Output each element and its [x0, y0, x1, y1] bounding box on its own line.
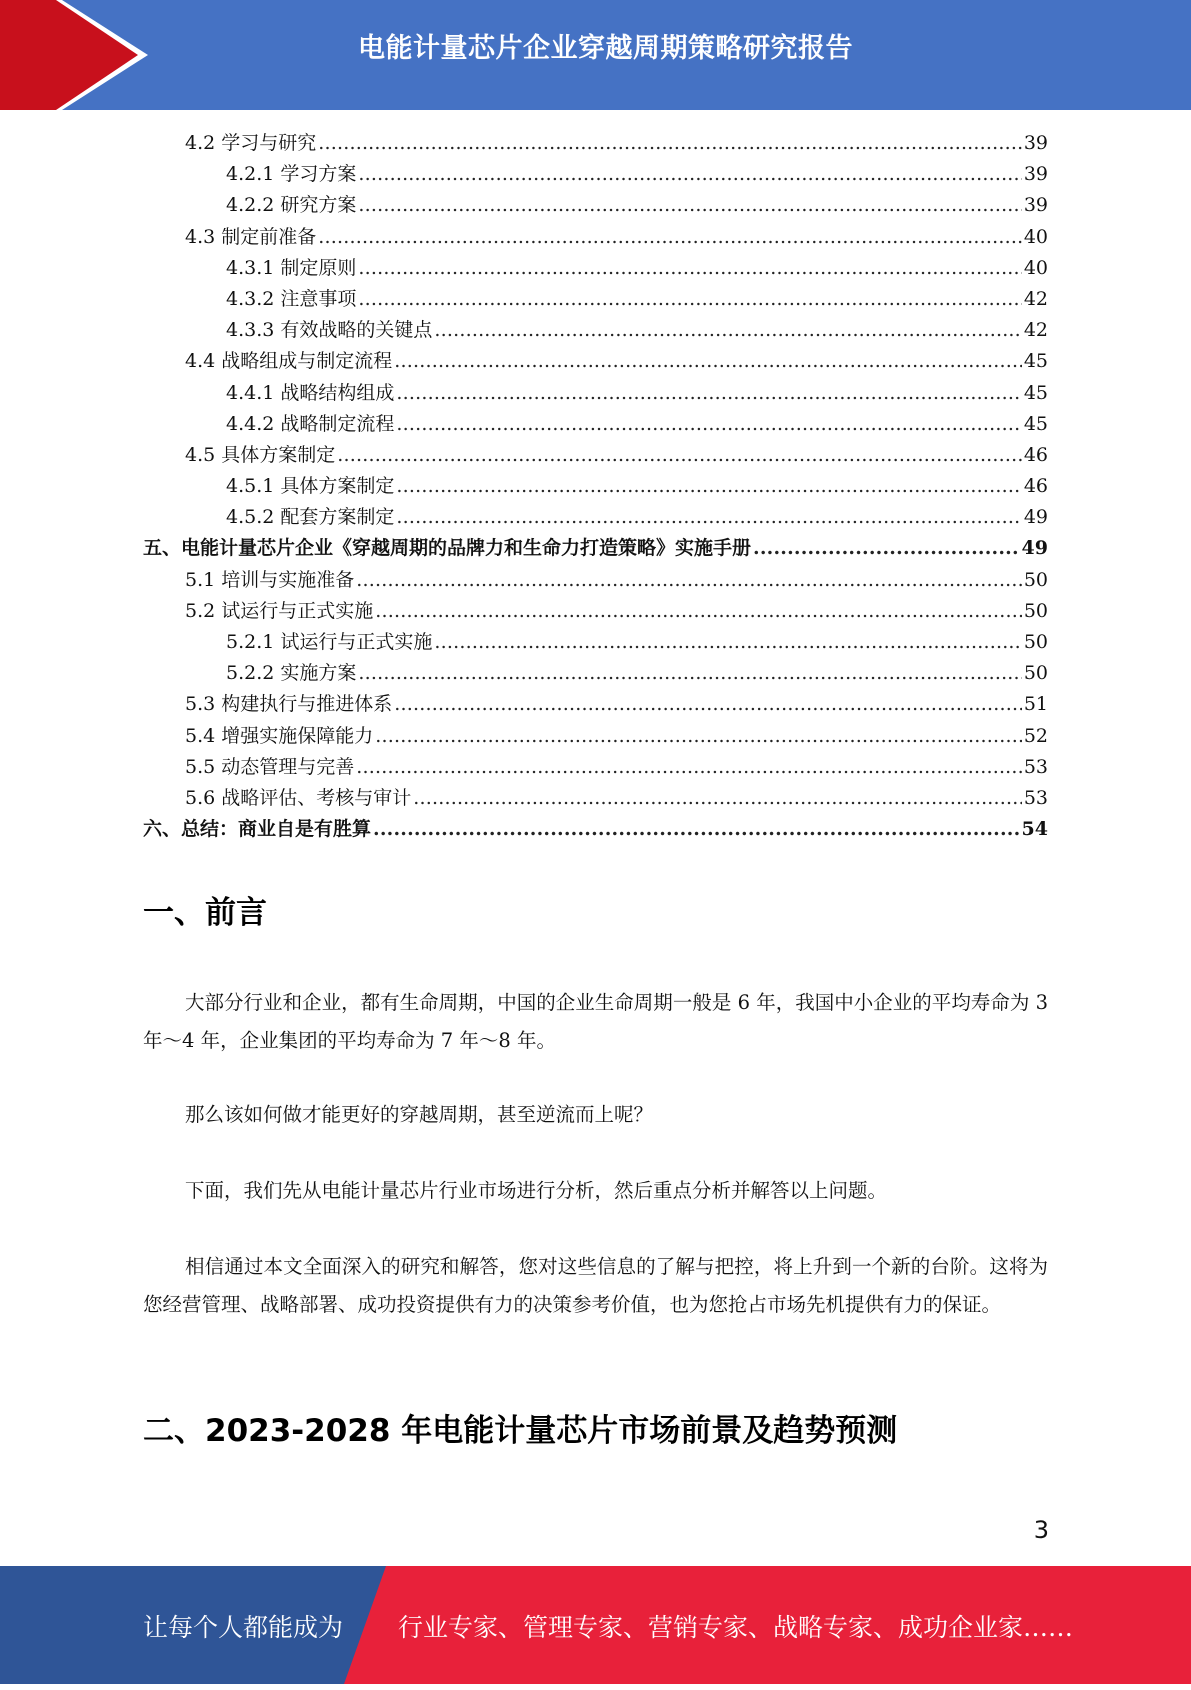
toc-entry[interactable]: [143, 190, 1048, 221]
footer-slogan-left: 让每个人都能成为: [143, 1613, 344, 1642]
table-of-contents: [143, 128, 1048, 845]
toc-entry[interactable]: [143, 315, 1048, 346]
toc-entry[interactable]: [143, 752, 1048, 783]
section-heading-market-forecast: 二、2023-2028 年电能计量芯片市场前景及趋势预测: [143, 1413, 898, 1449]
toc-entry-title: 4.5.1 具体方案制定: [226, 475, 395, 498]
toc-entry[interactable]: [143, 222, 1048, 253]
toc-entry-title: 4.2 学习与研究: [185, 132, 317, 154]
toc-entry-page: 45: [1023, 412, 1048, 435]
toc-entry-title: 5.3 构建执行与推进体系: [185, 693, 393, 716]
toc-dot-leader: [394, 346, 1022, 377]
toc-dot-leader: [337, 440, 1022, 471]
toc-dot-leader: [396, 471, 1021, 502]
toc-entry-title: 4.4.1 战略结构组成: [226, 381, 395, 404]
toc-entry-page: 52: [1023, 724, 1048, 747]
toc-entry-title: 5.5 动态管理与完善: [185, 755, 355, 778]
toc-dot-leader: [358, 284, 1021, 315]
toc-entry-page: 50: [1023, 599, 1048, 622]
toc-entry-page: 40: [1023, 256, 1048, 279]
toc-entry-page: 49: [1021, 537, 1048, 560]
toc-entry[interactable]: [143, 783, 1048, 814]
toc-entry-title: 4.3.1 制定原则: [226, 256, 357, 279]
toc-entry[interactable]: [143, 346, 1048, 377]
toc-entry[interactable]: [143, 253, 1048, 284]
report-title: 电能计量芯片企业穿越周期策略研究报告: [358, 33, 853, 64]
toc-entry-title: 5.2.2 实施方案: [226, 662, 357, 685]
toc-entry-page: 50: [1023, 662, 1048, 685]
toc-dot-leader: [318, 128, 1022, 159]
header-banner: [0, 0, 1191, 110]
toc-entry-page: 40: [1023, 225, 1048, 248]
toc-entry-title: 五、电能计量芯片企业《穿越周期的品牌力和生命力打造策略》实施手册: [143, 537, 752, 560]
toc-entry-title: 4.4 战略组成与制定流程: [185, 350, 393, 373]
toc-dot-leader: [358, 658, 1021, 689]
toc-entry[interactable]: [143, 658, 1048, 689]
toc-dot-leader: [318, 222, 1022, 253]
toc-entry-page: 53: [1023, 755, 1048, 778]
paragraph-2: 那么该如何做才能更好的穿越周期，甚至逆流而上呢？: [185, 1103, 654, 1126]
toc-entry-page: 46: [1023, 443, 1048, 466]
toc-dot-leader: [358, 159, 1021, 190]
toc-entry-page: 50: [1023, 631, 1048, 653]
toc-entry[interactable]: [143, 596, 1048, 627]
toc-dot-leader: [434, 315, 1021, 346]
toc-entry-title: 4.3 制定前准备: [185, 225, 317, 248]
toc-entry-title: 5.2.1 试运行与正式实施: [226, 631, 433, 653]
toc-dot-leader: [396, 502, 1021, 533]
toc-entry-page: 49: [1023, 506, 1048, 529]
toc-dot-leader: [356, 752, 1022, 783]
toc-entry-title: 4.5 具体方案制定: [185, 443, 336, 466]
toc-entry[interactable]: [143, 409, 1048, 440]
toc-entry[interactable]: [143, 627, 1048, 658]
toc-dot-leader: [396, 378, 1021, 409]
toc-entry[interactable]: [143, 533, 1048, 564]
toc-entry[interactable]: [143, 159, 1048, 190]
toc-entry-title: 4.5.2 配套方案制定: [226, 506, 395, 529]
toc-entry-page: 39: [1023, 163, 1048, 186]
toc-dot-leader: [396, 409, 1021, 440]
toc-dot-leader: [373, 814, 1020, 845]
toc-entry-title: 5.4 增强实施保障能力: [185, 724, 374, 747]
toc-entry[interactable]: [143, 471, 1048, 502]
page-number: 3: [1033, 1516, 1049, 1544]
paragraph-3: 下面，我们先从电能计量芯片行业市场进行分析，然后重点分析并解答以上问题。: [185, 1179, 888, 1202]
toc-entry-page: 54: [1021, 818, 1048, 841]
toc-dot-leader: [413, 783, 1022, 814]
toc-entry[interactable]: [143, 378, 1048, 409]
paragraph-4: 相信通过本文全面深入的研究和解答，您对这些信息的了解与把控，将上升到一个新的台阶。这将为您经营管理、战略部署、成功投资提供有力的决策参考价值，也为您抢占市场先机提供有力的保证。: [143, 1255, 1048, 1316]
toc-entry-title: 5.1 培训与实施准备: [185, 568, 355, 591]
toc-entry-page: 42: [1023, 287, 1048, 310]
toc-dot-leader: [356, 565, 1022, 596]
toc-dot-leader: [358, 190, 1021, 221]
toc-entry[interactable]: [143, 689, 1048, 720]
toc-entry-page: 50: [1023, 568, 1048, 591]
toc-entry[interactable]: [143, 814, 1048, 845]
toc-entry[interactable]: [143, 128, 1048, 159]
toc-entry[interactable]: [143, 440, 1048, 471]
toc-entry[interactable]: [143, 502, 1048, 533]
toc-entry-page: 53: [1023, 786, 1048, 809]
toc-entry-page: 42: [1023, 319, 1048, 342]
toc-entry-page: 39: [1023, 194, 1048, 217]
toc-entry-title: 六、总结：商业自是有胜算: [143, 818, 372, 841]
toc-dot-leader: [753, 533, 1020, 564]
toc-dot-leader: [358, 253, 1021, 284]
toc-entry-title: 4.3.2 注意事项: [226, 287, 357, 310]
footer-slogan-right: 行业专家、管理专家、营销专家、战略专家、成功企业家……: [398, 1613, 1074, 1642]
toc-dot-leader: [434, 627, 1021, 658]
toc-entry[interactable]: [143, 721, 1048, 752]
toc-entry-title: 4.2.2 研究方案: [226, 194, 357, 217]
toc-dot-leader: [394, 689, 1022, 720]
section-heading-preface: 一、前言: [143, 895, 267, 931]
footer-banner: [0, 1566, 1191, 1684]
toc-entry-page: 45: [1023, 350, 1048, 373]
toc-entry-title: 4.2.1 学习方案: [226, 163, 357, 186]
toc-entry-page: 51: [1023, 693, 1048, 716]
toc-entry-title: 5.6 战略评估、考核与审计: [185, 786, 412, 809]
toc-entry[interactable]: [143, 565, 1048, 596]
toc-dot-leader: [375, 596, 1022, 627]
toc-entry-page: 45: [1023, 381, 1048, 404]
toc-entry-page: 46: [1023, 475, 1048, 498]
toc-dot-leader: [375, 721, 1022, 752]
toc-entry-title: 4.4.2 战略制定流程: [226, 412, 395, 435]
toc-entry-title: 5.2 试运行与正式实施: [185, 599, 374, 622]
toc-entry-page: 39: [1023, 132, 1048, 154]
toc-entry[interactable]: [143, 284, 1048, 315]
paragraph-1: 大部分行业和企业，都有生命周期，中国的企业生命周期一般是 6 年，我国中小企业的平均寿命为 3 年～4 年，企业集团的平均寿命为 7 年～8 年。: [143, 991, 1048, 1052]
toc-entry-title: 4.3.3 有效战略的关键点: [226, 319, 433, 342]
